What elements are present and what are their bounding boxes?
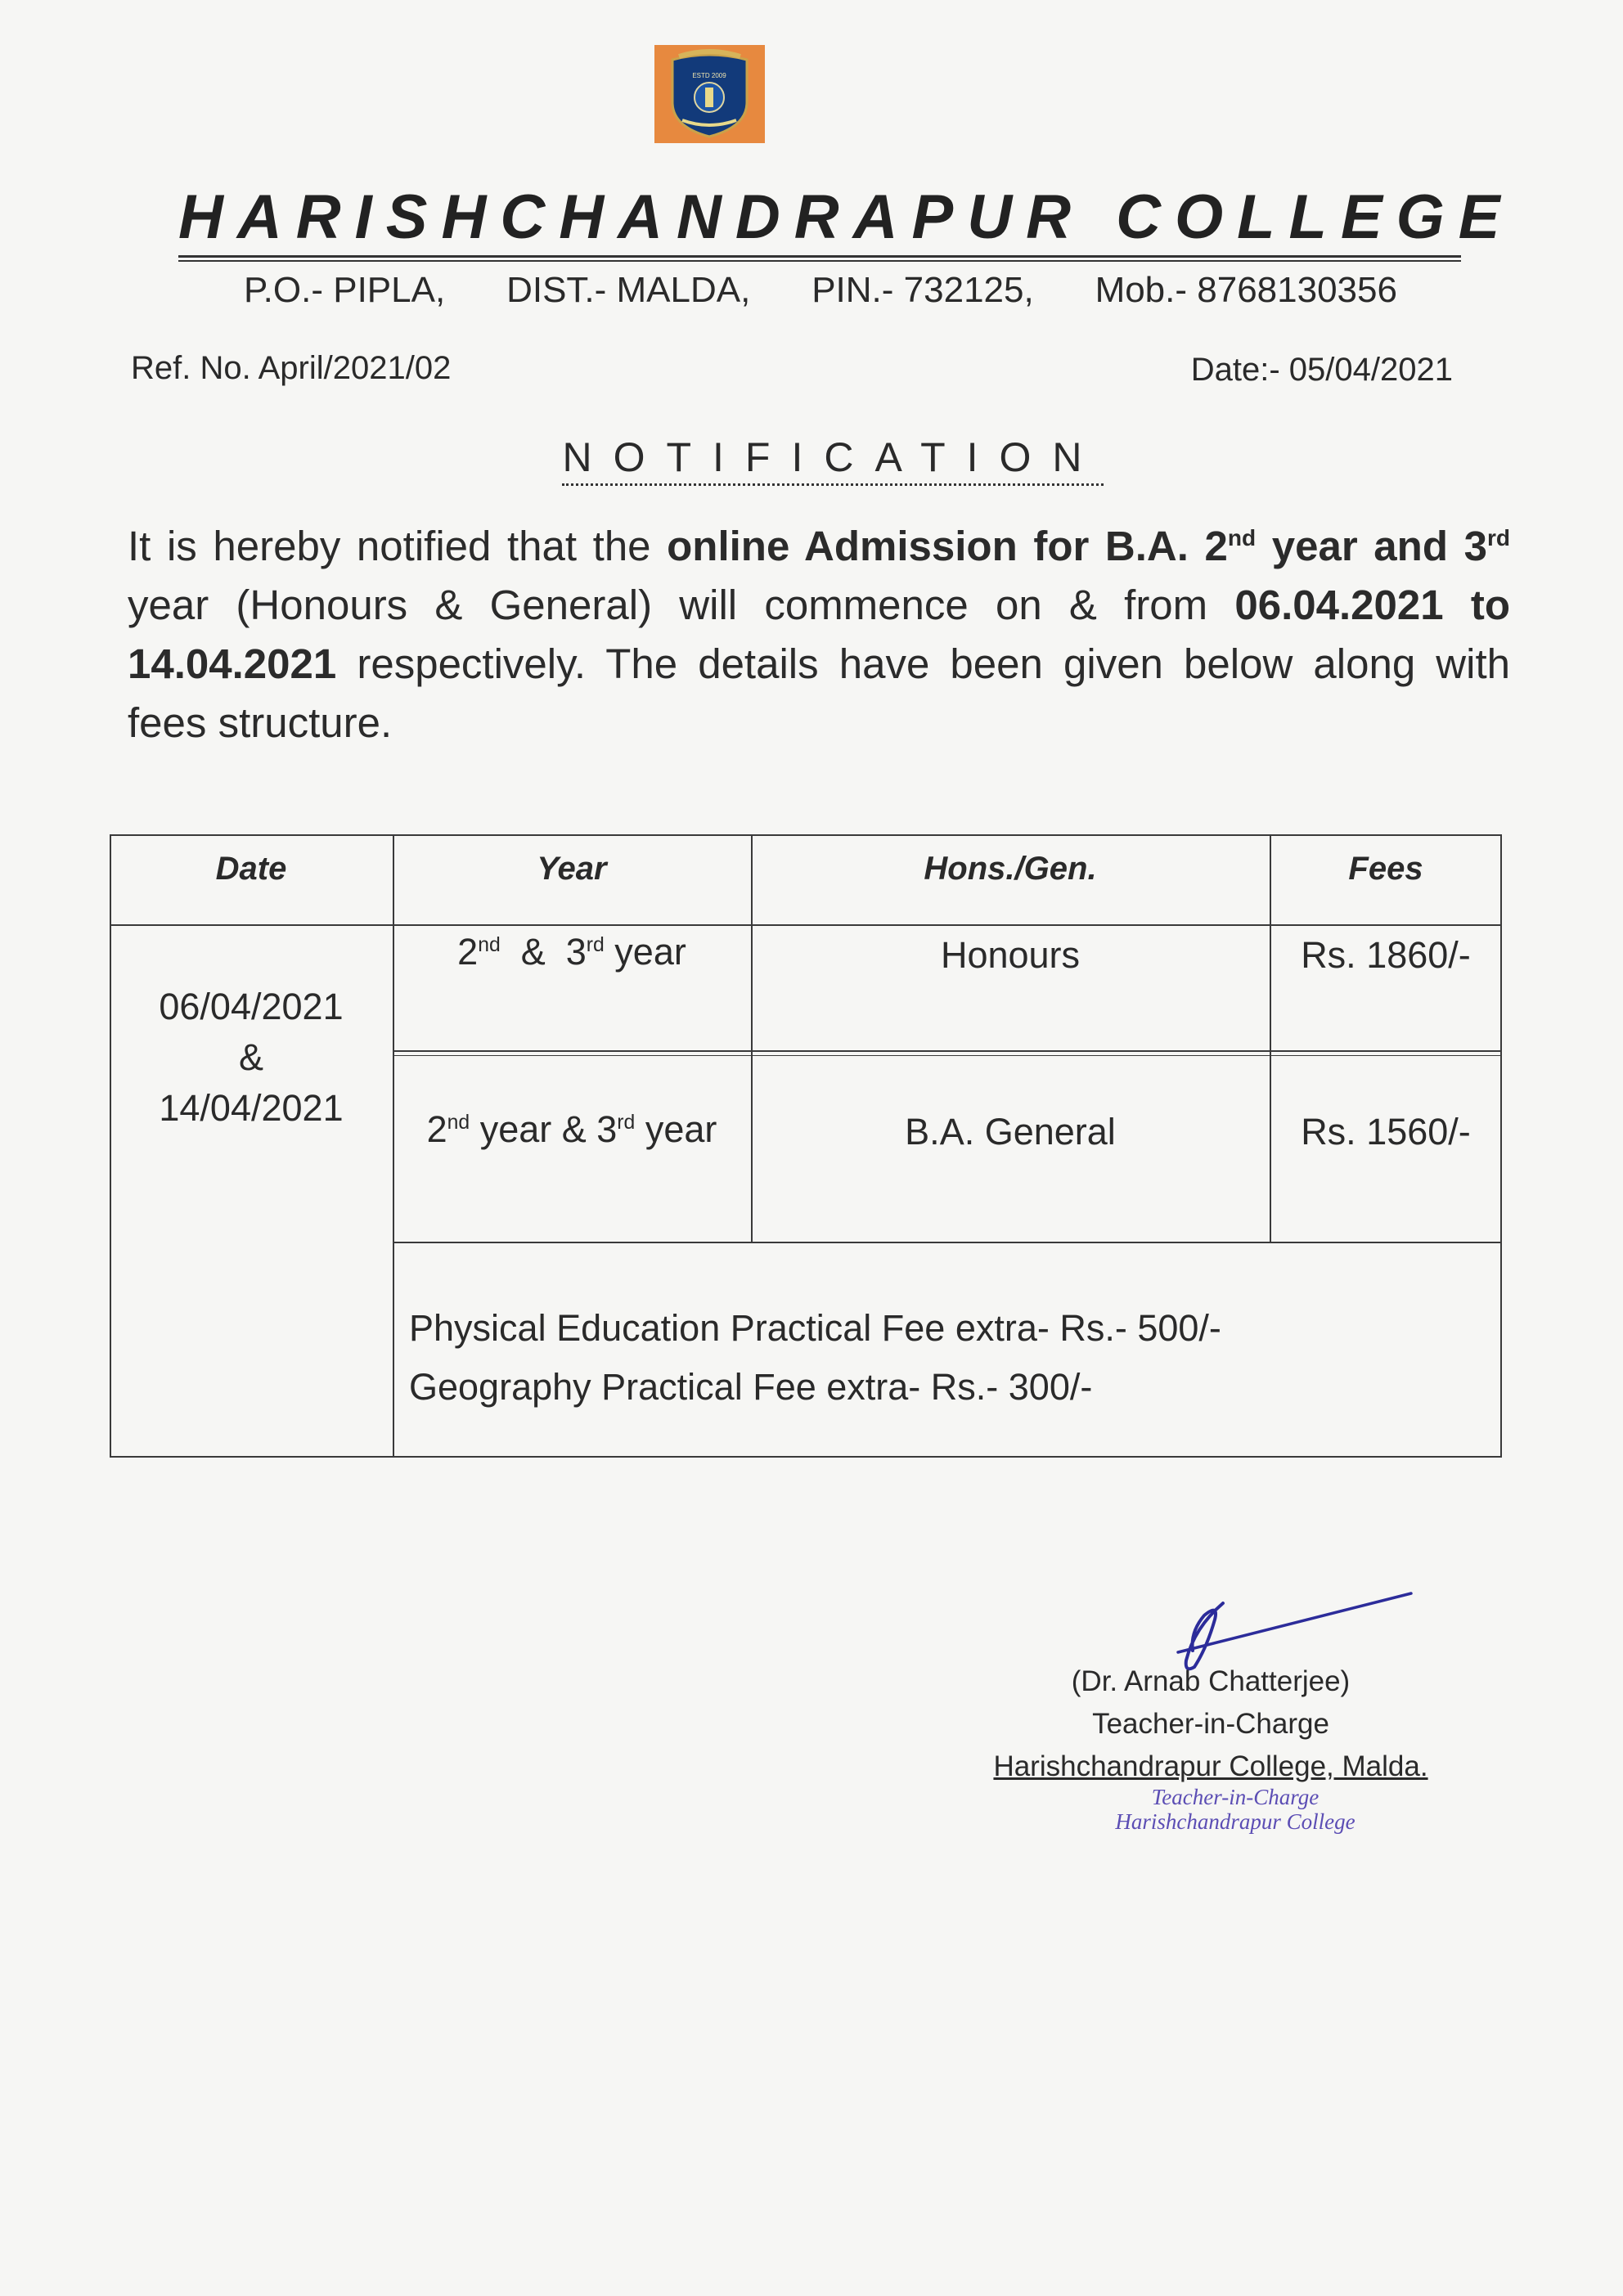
notification-title: NOTIFICATION (0, 434, 1623, 481)
table-border-left (110, 834, 111, 1458)
svg-text:ESTD 2009: ESTD 2009 (692, 72, 726, 79)
row-1-fees: Rs. 1860/- (1301, 934, 1471, 976)
extra-fee-physical-education: Physical Education Practical Fee extra- Rs.- 500/- (409, 1307, 1221, 1349)
row-2-fees: Rs. 1560/- (1301, 1111, 1471, 1152)
college-crest-icon (654, 45, 765, 143)
header-year: Year (537, 851, 607, 887)
signatory-name: (Dr. Arnab Chatterjee) (1071, 1665, 1351, 1697)
table-row-rule-1a (393, 1050, 1502, 1052)
table-col-rule-3 (1270, 834, 1271, 1243)
extra-fees-note (409, 1299, 1221, 1417)
signatory-institution: Harishchandrapur College, Malda. (993, 1750, 1428, 1782)
table-row-rule-2 (393, 1242, 1502, 1243)
address-po: P.O.- PIPLA, (244, 270, 446, 310)
extra-fee-geography: Geography Practical Fee extra- Rs.- 300/- (409, 1366, 1093, 1408)
stamp-line-2: Harishchandrapur College (1115, 1809, 1355, 1834)
fee-table (110, 834, 1502, 1458)
address-pin: PIN.- 732125, (812, 270, 1034, 310)
header-hons-gen: Hons./Gen. (924, 851, 1097, 887)
date-range-cell (110, 982, 393, 1134)
table-border-bottom (110, 1456, 1502, 1458)
header-rule-top (178, 255, 1461, 258)
reference-number: Ref. No. April/2021/02 (131, 350, 452, 386)
notice-date: Date:- 05/04/2021 (1190, 352, 1453, 388)
signatory-designation: Teacher-in-Charge (1092, 1708, 1329, 1740)
notification-body: It is hereby notified that the online Admission for B.A. 2nd year and 3rd year (Honours & General) will commence on & from 06.04.2021 to 14.04.2021 respectively. The details have been given below along with fees structure. (128, 523, 1511, 746)
stamp-line-1: Teacher-in-Charge (1151, 1785, 1320, 1809)
college-address (244, 270, 1397, 311)
college-name: HARISHCHANDRAPUR COLLEGE (178, 182, 1514, 252)
table-header-rule (110, 924, 1502, 926)
date-end: 14/04/2021 (159, 1087, 344, 1129)
header-fees: Fees (1348, 851, 1423, 887)
row-2-year: 2nd year & 3rd year (426, 1108, 717, 1150)
address-dist: DIST.- MALDA, (506, 270, 751, 310)
college-logo (654, 45, 765, 143)
table-row-rule-1b (393, 1055, 1502, 1056)
row-2-type: B.A. General (905, 1111, 1116, 1152)
row-1-year: 2nd & 3rd year (457, 931, 686, 973)
date-start: 06/04/2021 (159, 986, 344, 1027)
table-border-top (110, 834, 1502, 836)
header-rule-bottom (178, 260, 1461, 262)
address-mob: Mob.- 8768130356 (1095, 270, 1397, 310)
header-date: Date (215, 851, 287, 887)
table-col-rule-2 (751, 834, 753, 1243)
signature-block (965, 1660, 1456, 1788)
date-and: & (238, 1036, 263, 1078)
official-stamp (1080, 1785, 1391, 1834)
row-1-type: Honours (940, 934, 1081, 976)
